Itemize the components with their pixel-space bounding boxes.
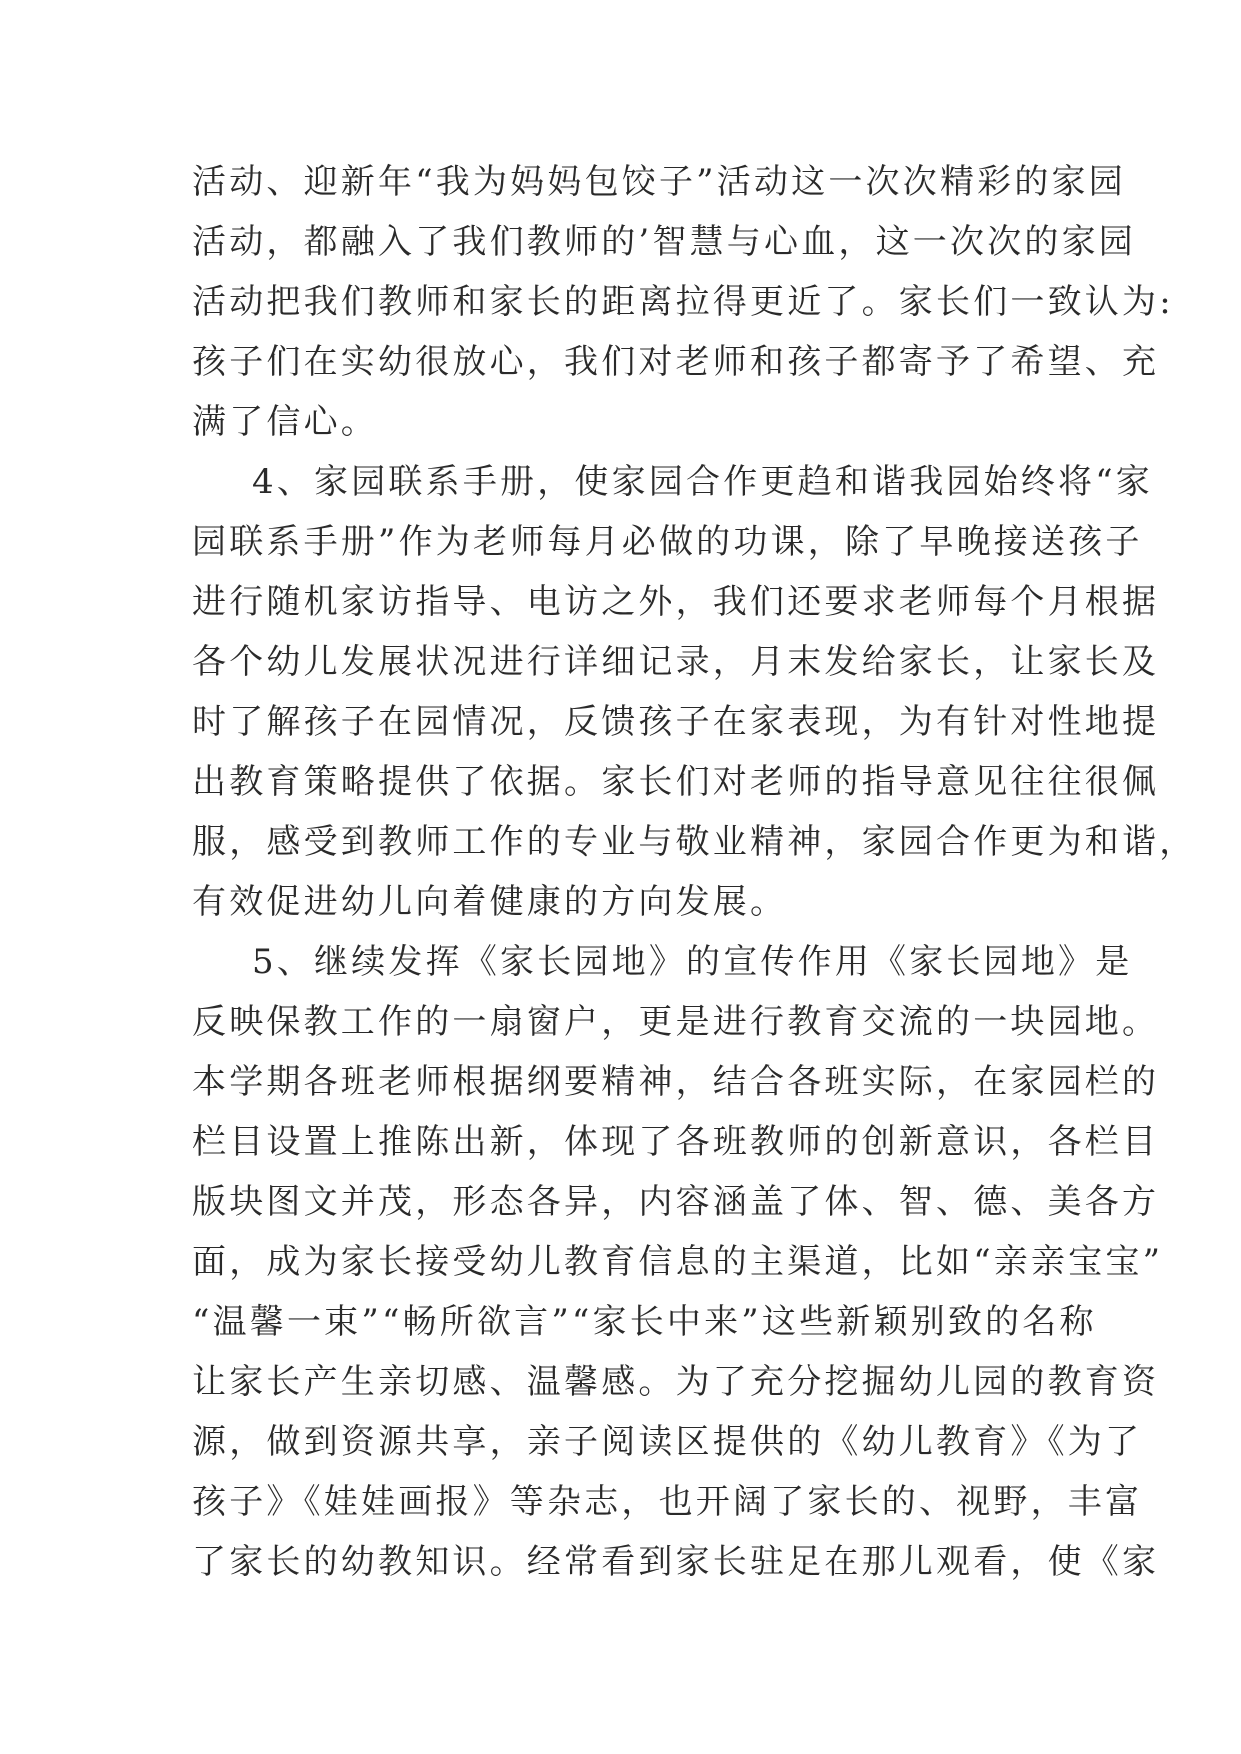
text-line: 孩子们在实幼很放心，我们对老师和孩子都寄予了希望、充 <box>192 342 1160 382</box>
text-line: 让家长产生亲切感、温馨感。为了充分挖掘幼儿园的教育资 <box>192 1362 1160 1402</box>
text-line: 活动，都融入了我们教师的’智慧与心血，这一次次的家园 <box>192 222 1137 262</box>
text-line: 源，做到资源共享，亲子阅读区提供的《幼儿教育》《为了 <box>192 1422 1143 1462</box>
text-line: 栏目设置上推陈出新，体现了各班教师的创新意识，各栏目 <box>192 1122 1160 1162</box>
text-line: 反映保教工作的一扇窗户，更是进行教育交流的一块园地。 <box>192 1002 1160 1042</box>
text-line: 了家长的幼教知识。经常看到家长驻足在那儿观看，使《家 <box>192 1542 1160 1582</box>
text-line: 园联系手册”作为老师每月必做的功课，除了早晚接送孩子 <box>192 522 1143 562</box>
text-line: 进行随机家访指导、电访之外，我们还要求老师每个月根据 <box>192 582 1160 622</box>
text-line: 满了信心。 <box>192 402 378 442</box>
text-line: 活动把我们教师和家长的距离拉得更近了。家长们一致认为: <box>192 282 1174 322</box>
text-line: 本学期各班老师根据纲要精神，结合各班实际，在家园栏的 <box>192 1062 1160 1102</box>
text-line: 时了解孩子在园情况，反馈孩子在家表现，为有针对性地提 <box>192 702 1160 742</box>
text-line: 5、继续发挥《家长园地》的宣传作用《家长园地》是 <box>252 942 1133 982</box>
text-line: 活动、迎新年“我为妈妈包饺子”活动这一次次精彩的家园 <box>192 162 1126 202</box>
body-text <box>192 152 1197 1592</box>
text-line: 各个幼儿发展状况进行详细记录，月末发给家长，让家长及 <box>192 642 1160 682</box>
text-line: 服，感受到教师工作的专业与敬业精神，家园合作更为和谐， <box>192 822 1197 862</box>
text-line: 版块图文并茂，形态各异，内容涵盖了体、智、德、美各方 <box>192 1182 1160 1222</box>
text-line: “温馨一束”“畅所欲言”“家长中来”这些新颖别致的名称 <box>192 1302 1097 1342</box>
text-line: 4、家园联系手册，使家园合作更趋和谐我园始终将“家 <box>252 462 1154 502</box>
text-line: 面，成为家长接受幼儿教育信息的主渠道，比如“亲亲宝宝” <box>192 1242 1164 1282</box>
text-line: 出教育策略提供了依据。家长们对老师的指导意见往往很佩 <box>192 762 1160 802</box>
text-line: 有效促进幼儿向着健康的方向发展。 <box>192 882 788 922</box>
text-line: 孩子》《娃娃画报》等杂志，也开阔了家长的、视野，丰富 <box>192 1482 1143 1522</box>
